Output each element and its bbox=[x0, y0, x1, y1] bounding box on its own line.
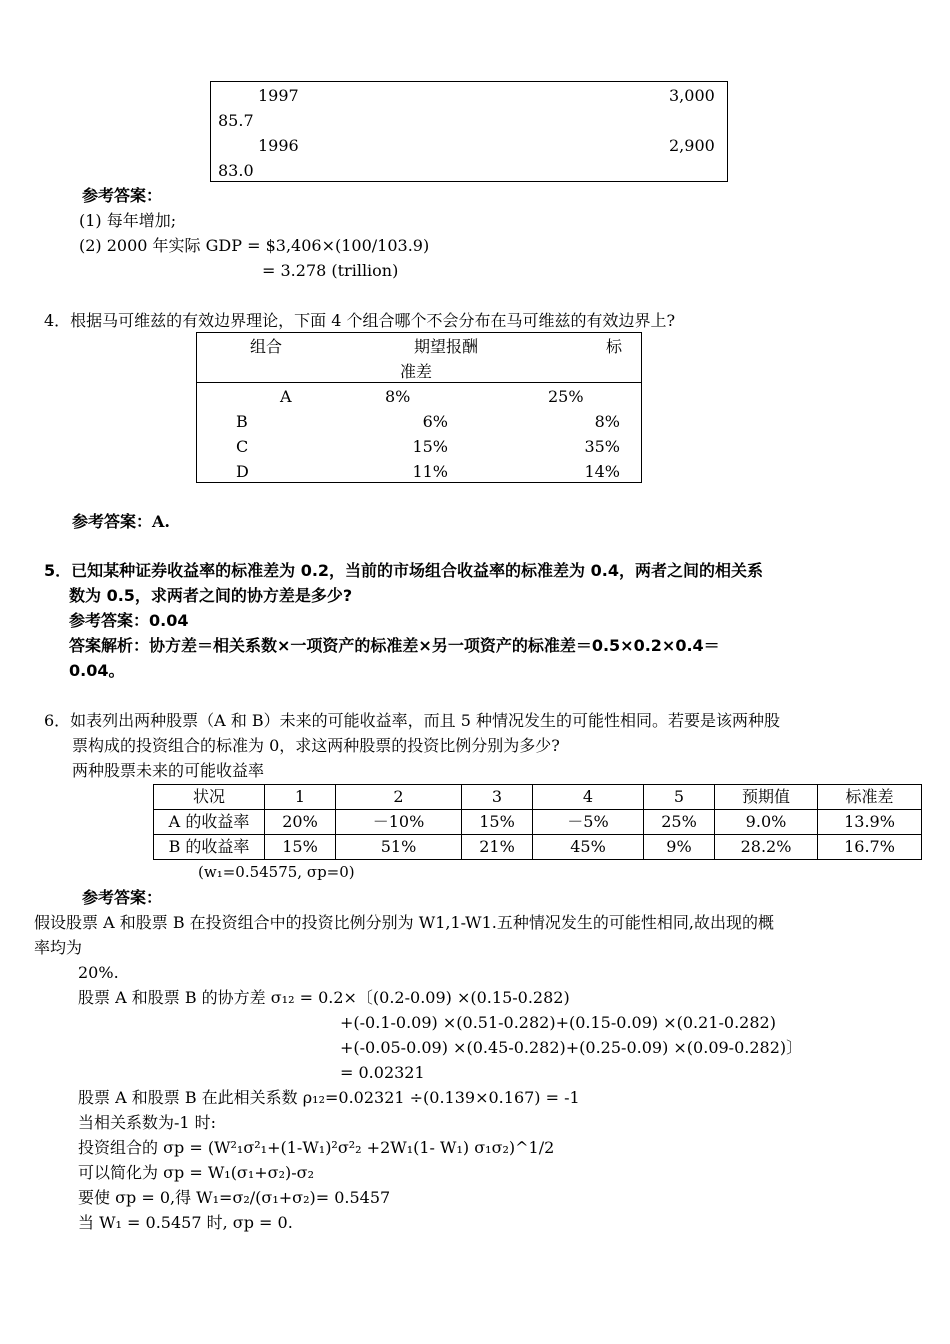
gdp-deflator: 83.0 bbox=[218, 161, 254, 180]
q4-row-sd: 25% bbox=[548, 387, 584, 406]
q6-correlation: 股票 A 和股票 B 在此相关系数 ρ₁₂=0.02321 ÷(0.139×0.167) = -1 bbox=[78, 1088, 580, 1107]
gdp-value: 3,000 bbox=[669, 86, 715, 105]
q5-question-1: 5．已知某种证券收益率的标准差为 0.2，当前的市场组合收益率的标准差为 0.4，两者之间的相关系 bbox=[44, 561, 763, 580]
q6-covariance-1: 股票 A 和股票 B 的协方差 σ₁₂ = 0.2×〔(0.2-0.09) ×(0.15-0.282) bbox=[78, 988, 570, 1007]
table-cell: 13.9% bbox=[818, 810, 922, 835]
table-cell: 20% bbox=[265, 810, 336, 835]
q4-header-portfolio: 组合 bbox=[250, 337, 283, 356]
q6-portfolio-sd: 投资组合的 σp = (W²₁σ²₁+(1-W₁)²σ²₂ +2W₁(1- W₁) σ₁σ₂)^1/2 bbox=[78, 1138, 555, 1157]
table-cell: 28.2% bbox=[715, 835, 818, 860]
table-cell: B 的收益率 bbox=[154, 835, 265, 860]
table-header-cell: 预期值 bbox=[715, 785, 818, 810]
q3-answer-3: = 3.278 (trillion) bbox=[262, 261, 399, 280]
q6-answer-label: 参考答案： bbox=[82, 888, 163, 907]
q5-answer: 参考答案：0.04 bbox=[69, 611, 189, 630]
table-cell: 16.7% bbox=[818, 835, 922, 860]
gdp-value: 2,900 bbox=[669, 136, 715, 155]
q4-row-sd: 14% bbox=[584, 462, 620, 481]
q4-header-sd-cont: 准差 bbox=[400, 362, 433, 381]
table-row bbox=[154, 810, 922, 835]
q5-question-2: 数为 0.5，求两者之间的协方差是多少? bbox=[69, 586, 353, 605]
q5-explanation-2: 0.04。 bbox=[69, 661, 125, 680]
q6-covariance-3: +(-0.05-0.09) ×(0.45-0.282)+(0.25-0.09) ×(0.09-0.282)〕 bbox=[340, 1038, 803, 1057]
q4-row-sd: 35% bbox=[584, 437, 620, 456]
q6-solution-3: 20%. bbox=[78, 963, 119, 982]
table-cell: －5% bbox=[533, 810, 644, 835]
table-cell: A 的收益率 bbox=[154, 810, 265, 835]
q3-answer-1: (1) 每年增加; bbox=[79, 211, 177, 230]
table-cell: 21% bbox=[462, 835, 533, 860]
q6-covariance-4: = 0.02321 bbox=[340, 1063, 425, 1082]
q6-solution-2: 率均为 bbox=[34, 938, 83, 957]
q6-covariance-2: +(-0.1-0.09) ×(0.51-0.282)+(0.15-0.09) ×(0.21-0.282) bbox=[340, 1013, 776, 1032]
q4-row-name: B bbox=[236, 412, 248, 431]
q4-header-return: 期望报酬 bbox=[414, 337, 479, 356]
table-cell: 9.0% bbox=[715, 810, 818, 835]
table-cell: －10% bbox=[336, 810, 462, 835]
q4-question: 4．根据马可维兹的有效边界理论，下面 4 个组合哪个不会分布在马可维兹的有效边界上? bbox=[44, 311, 676, 330]
q6-solution-1: 假设股票 A 和股票 B 在投资组合中的投资比例分别为 W1,1-W1.五种情况发生的可能性相同,故出现的概 bbox=[34, 913, 774, 932]
q4-row-return: 15% bbox=[412, 437, 448, 456]
q6-when-corr: 当相关系数为-1 时: bbox=[78, 1113, 217, 1132]
q4-header-sd: 标 bbox=[606, 337, 623, 356]
q6-simplified: 可以简化为 σp = W₁(σ₁+σ₂)-σ₂ bbox=[78, 1163, 314, 1182]
table-header-cell: 1 bbox=[265, 785, 336, 810]
table-header-cell: 2 bbox=[336, 785, 462, 810]
gdp-year: 1997 bbox=[258, 86, 299, 105]
table-cell: 51% bbox=[336, 835, 462, 860]
table-header-cell: 3 bbox=[462, 785, 533, 810]
gdp-year: 1996 bbox=[258, 136, 299, 155]
q3-answer-label: 参考答案： bbox=[82, 186, 163, 205]
q5-explanation-1: 答案解析：协方差＝相关系数×一项资产的标准差×另一项资产的标准差＝0.5×0.2×0.4＝ bbox=[69, 636, 720, 655]
q6-returns-table bbox=[153, 784, 922, 860]
q6-question-1: 6．如表列出两种股票（A 和 B）未来的可能收益率，而且 5 种情况发生的可能性相同。若要是该两种股 bbox=[44, 711, 781, 730]
table-header-cell: 标准差 bbox=[818, 785, 922, 810]
q4-row-name: C bbox=[236, 437, 249, 456]
q6-question-2: 票构成的投资组合的标准为 0，求这两种股票的投资比例分别为多少? bbox=[72, 736, 560, 755]
q6-note: (w₁=0.54575, σp=0) bbox=[198, 863, 355, 881]
q6-make-zero: 要使 σp = 0,得 W₁=σ₂/(σ₁+σ₂)= 0.5457 bbox=[78, 1188, 391, 1207]
q4-row-return: 6% bbox=[422, 412, 448, 431]
q6-table-title: 两种股票未来的可能收益率 bbox=[72, 761, 265, 780]
q4-row-name: A bbox=[280, 387, 292, 406]
q4-answer: 参考答案：A. bbox=[72, 512, 170, 531]
q4-row-return: 11% bbox=[412, 462, 448, 481]
table-header-cell: 状况 bbox=[154, 785, 265, 810]
table-header-cell: 4 bbox=[533, 785, 644, 810]
q4-row-sd: 8% bbox=[594, 412, 620, 431]
table-cell: 15% bbox=[462, 810, 533, 835]
table-header-cell: 5 bbox=[644, 785, 715, 810]
q6-final: 当 W₁ = 0.5457 时, σp = 0. bbox=[78, 1213, 293, 1232]
table-cell: 15% bbox=[265, 835, 336, 860]
table-cell: 45% bbox=[533, 835, 644, 860]
gdp-deflator: 85.7 bbox=[218, 111, 254, 130]
q4-row-return: 8% bbox=[385, 387, 411, 406]
table-row bbox=[154, 835, 922, 860]
table-cell: 25% bbox=[644, 810, 715, 835]
q4-row-name: D bbox=[236, 462, 249, 481]
table-cell: 9% bbox=[644, 835, 715, 860]
q3-answer-2: (2) 2000 年实际 GDP = $3,406×(100/103.9) bbox=[79, 236, 430, 255]
table-row bbox=[154, 785, 922, 810]
